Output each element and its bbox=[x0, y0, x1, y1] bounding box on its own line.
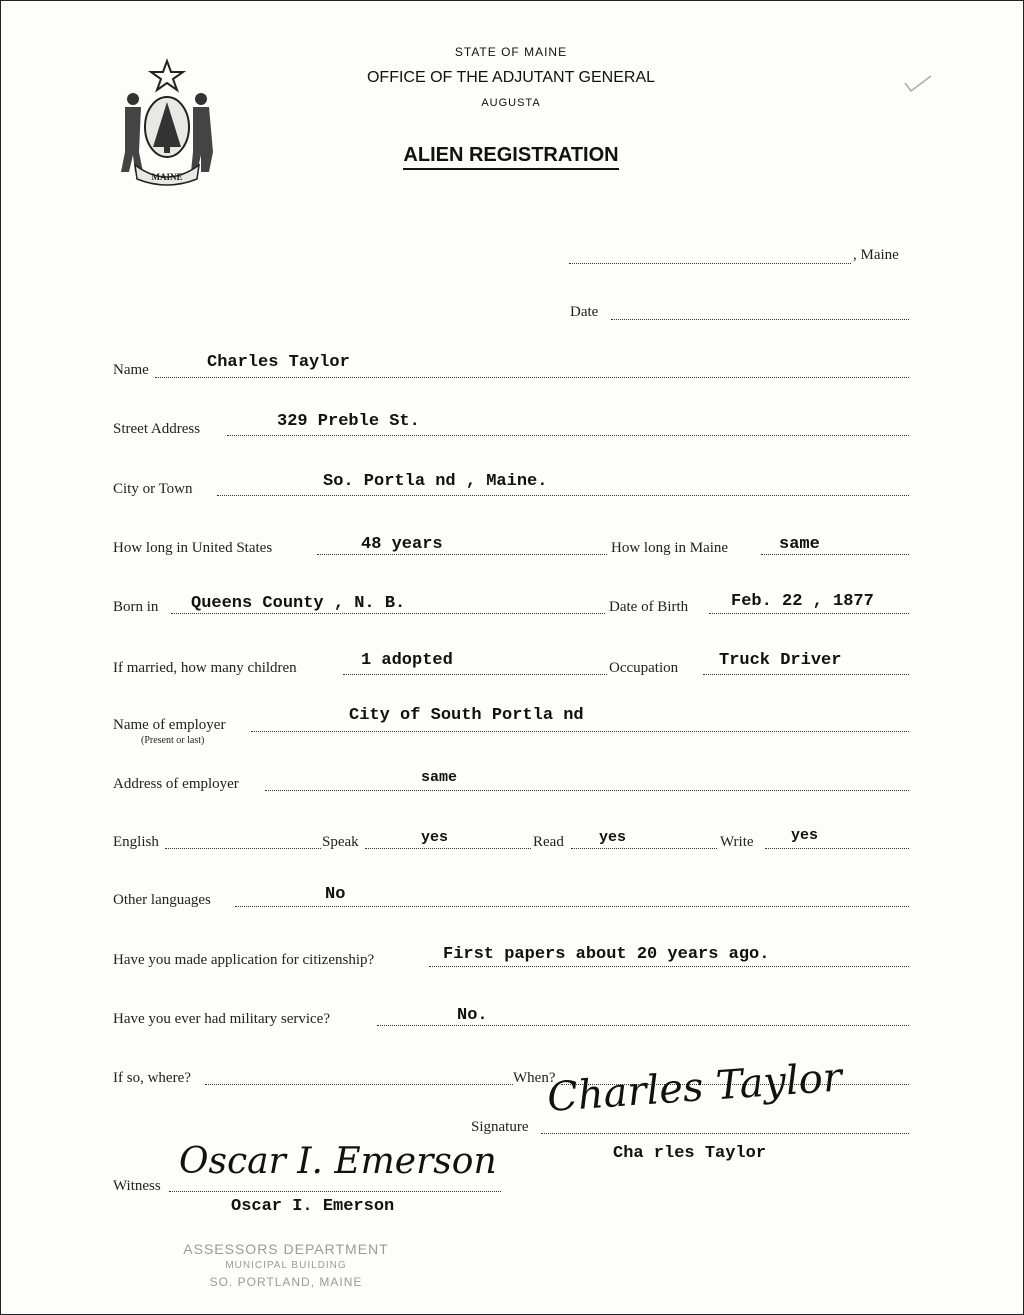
children-value: 1 adopted bbox=[361, 651, 453, 670]
read-value: yes bbox=[599, 829, 627, 846]
born-in-value: Queens County , N. B. bbox=[191, 594, 406, 613]
witness-handwriting: Oscar I. Emerson bbox=[179, 1141, 497, 1182]
street-value: 329 Preble St. bbox=[277, 412, 420, 431]
name-label: Name bbox=[113, 362, 149, 378]
speak-label: Speak bbox=[322, 834, 359, 850]
employer-line bbox=[251, 731, 909, 732]
street-line bbox=[227, 435, 909, 436]
city-line bbox=[217, 495, 909, 496]
employer-value: City of South Portla nd bbox=[349, 706, 584, 725]
write-value: yes bbox=[791, 827, 819, 844]
seal-banner-text: MAINE bbox=[151, 172, 183, 182]
military-value: No. bbox=[457, 1006, 488, 1025]
page-title-text: ALIEN REGISTRATION bbox=[403, 144, 618, 170]
born-in-label: Born in bbox=[113, 599, 159, 615]
maine-seal-icon bbox=[113, 57, 221, 187]
children-label: If married, how many children bbox=[113, 660, 297, 676]
citizenship-label: Have you made application for citizenship? bbox=[113, 952, 375, 968]
occupation-value: Truck Driver bbox=[719, 651, 842, 670]
dob-label: Date of Birth bbox=[609, 599, 689, 615]
dob-value: Feb. 22 , 1877 bbox=[731, 592, 874, 611]
place-suffix: , Maine bbox=[853, 247, 899, 263]
how-long-us-line bbox=[317, 554, 607, 555]
born-in-line bbox=[171, 613, 605, 614]
how-long-us-label: How long in United States bbox=[113, 540, 273, 556]
stamp-line-2: MUNICIPAL BUILDING bbox=[225, 1260, 347, 1271]
city-label: City or Town bbox=[113, 481, 193, 497]
speak-value: yes bbox=[421, 829, 449, 846]
employer-address-line bbox=[265, 790, 909, 791]
how-long-maine-value: same bbox=[779, 535, 820, 554]
when-label: When? bbox=[513, 1070, 556, 1086]
witness-label: Witness bbox=[113, 1178, 161, 1194]
place-field bbox=[569, 263, 851, 264]
write-label: Write bbox=[720, 834, 754, 850]
signature-label: Signature bbox=[471, 1119, 529, 1135]
military-line bbox=[377, 1025, 909, 1026]
date-field bbox=[611, 319, 909, 320]
state-heading: STATE OF MAINE bbox=[454, 45, 568, 59]
date-label: Date bbox=[570, 304, 599, 320]
signature-line bbox=[541, 1133, 909, 1134]
english-label: English bbox=[113, 834, 159, 850]
citizenship-value: First papers about 20 years ago. bbox=[443, 945, 770, 964]
witness-typed-name: Oscar I. Emerson bbox=[231, 1197, 395, 1216]
how-long-maine-line bbox=[761, 554, 909, 555]
occupation-line bbox=[703, 674, 909, 675]
read-label: Read bbox=[533, 834, 564, 850]
speak-line bbox=[365, 848, 531, 849]
english-line bbox=[165, 848, 321, 849]
street-label: Street Address bbox=[113, 421, 201, 437]
military-label: Have you ever had military service? bbox=[113, 1011, 330, 1027]
stamp-line-3: SO. PORTLAND, MAINE bbox=[209, 1275, 363, 1289]
occupation-label: Occupation bbox=[609, 660, 679, 676]
other-languages-label: Other languages bbox=[113, 892, 211, 908]
how-long-us-value: 48 years bbox=[361, 535, 443, 554]
city-heading: AUGUSTA bbox=[481, 97, 541, 109]
employer-note: (Present or last) bbox=[141, 735, 205, 746]
signature-typed-name: Cha rles Taylor bbox=[613, 1144, 767, 1163]
citizenship-line bbox=[429, 966, 909, 967]
dob-line bbox=[709, 613, 909, 614]
witness-line bbox=[169, 1191, 501, 1192]
stamp-line-1: ASSESSORS DEPARTMENT bbox=[183, 1241, 389, 1257]
other-languages-line bbox=[235, 906, 909, 907]
name-value: Charles Taylor bbox=[207, 353, 350, 372]
how-long-maine-label: How long in Maine bbox=[611, 540, 729, 556]
city-value: So. Portla nd , Maine. bbox=[323, 472, 548, 491]
children-line bbox=[343, 674, 607, 675]
read-line bbox=[571, 848, 717, 849]
checkmark-icon bbox=[901, 73, 935, 95]
employer-address-value: same bbox=[421, 769, 458, 786]
page-title bbox=[331, 144, 691, 167]
office-heading: OFFICE OF THE ADJUTANT GENERAL bbox=[366, 69, 656, 86]
signature-handwriting: Charles Taylor bbox=[545, 1054, 844, 1121]
write-line bbox=[765, 848, 909, 849]
name-line bbox=[155, 377, 909, 378]
where-line bbox=[205, 1084, 513, 1085]
other-languages-value: No bbox=[325, 885, 346, 904]
employer-label: Name of employer bbox=[113, 717, 226, 733]
where-label: If so, where? bbox=[113, 1070, 191, 1086]
employer-address-label: Address of employer bbox=[113, 776, 239, 792]
